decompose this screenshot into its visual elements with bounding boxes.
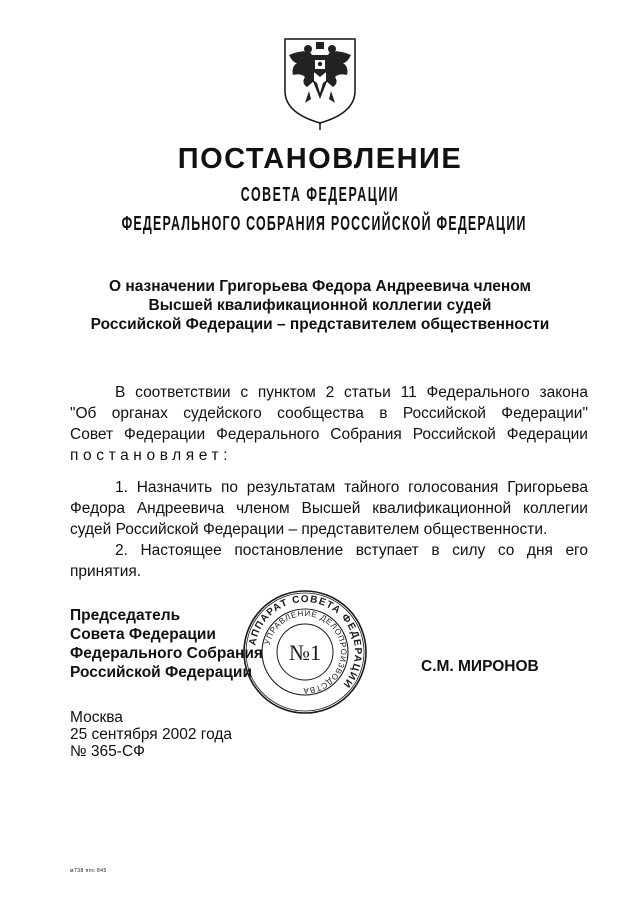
decree-word: постановляет: — [70, 447, 233, 464]
word: Назначить — [136, 479, 213, 496]
subject-line: Российской Федерации – представителем общественности — [90, 316, 550, 333]
word: коллегии — [523, 500, 588, 517]
word: 1. — [115, 479, 128, 496]
word: Андреевича — [136, 500, 225, 517]
signer-name: С.М. МИРОНОВ — [421, 658, 539, 675]
body-line — [70, 424, 588, 445]
signer-title-line: Председатель — [70, 607, 181, 624]
word: голосования — [408, 479, 499, 496]
word: Федерации — [124, 426, 206, 443]
issuing-body-line: СОВЕТА ФЕДЕРАЦИИ — [240, 184, 400, 206]
document-body — [70, 382, 588, 582]
word: тайного — [344, 479, 400, 496]
word: Григорьева — [507, 479, 588, 496]
word: пунктом — [257, 384, 316, 401]
item-1-line — [70, 498, 588, 519]
word: "Об — [70, 405, 97, 422]
body-line — [70, 382, 588, 403]
word: в — [431, 542, 440, 559]
subject-line: О назначении Григорьева Федора Андреевича членом — [109, 278, 531, 295]
issue-city: Москва — [70, 709, 123, 726]
print-code: м738 ппс 845 — [70, 868, 107, 874]
official-seal — [240, 587, 370, 717]
coat-of-arms-icon — [279, 33, 361, 131]
word: по — [220, 479, 238, 496]
word: Российской — [402, 405, 486, 422]
signer-title — [70, 606, 263, 682]
word: Высшей — [301, 500, 361, 517]
seal-number: №1 — [289, 640, 321, 665]
word: силу — [452, 542, 486, 559]
word: Федерации — [506, 426, 588, 443]
word: Федора — [70, 500, 125, 517]
seal-inner-text: УПРАВЛЕНИЕ ДЕЛОПРОИЗВОДСТВА — [262, 608, 349, 696]
subject-line: Высшей квалификационной коллегии судей — [148, 297, 492, 314]
word: членом — [236, 500, 290, 517]
word: постановление — [234, 542, 344, 559]
word: в — [379, 405, 388, 422]
issue-date: 25 сентября 2002 года — [70, 726, 233, 743]
word: результатам — [246, 479, 336, 496]
word: закона — [539, 384, 588, 401]
word: со — [497, 542, 515, 559]
word: 2. — [115, 542, 128, 559]
body-line — [70, 403, 588, 424]
item-1-last-line: судей Российской Федерации – представителем общественности. — [70, 521, 548, 538]
signer-title-line: Федерального Собрания — [70, 645, 263, 662]
word: соответствии — [135, 384, 231, 401]
word: В — [115, 384, 126, 401]
issuing-body-full-line: ФЕДЕРАЛЬНОГО СОБРАНИЯ РОССИЙСКОЙ ФЕДЕРАЦИИ — [121, 213, 527, 235]
item-2-last-line: принятия. — [70, 563, 142, 580]
word: 2 — [325, 384, 335, 401]
signer-title-line: Российской Федерации — [70, 664, 252, 681]
word: Собрания — [330, 426, 402, 443]
word: дня — [526, 542, 553, 559]
word: судейского — [183, 405, 262, 422]
word: Настоящее — [140, 542, 222, 559]
word: органах — [111, 405, 168, 422]
document-subject — [0, 277, 640, 334]
word: 11 — [400, 384, 417, 401]
word: вступает — [355, 542, 419, 559]
item-2-line — [70, 540, 588, 561]
seal-outer-text: АППАРАТ СОВЕТА ФЕДЕРАЦИИ — [247, 593, 364, 691]
issue-details — [70, 709, 232, 760]
word: его — [565, 542, 588, 559]
signer-title-line: Совета Федерации — [70, 626, 216, 643]
word: Федерального — [216, 426, 320, 443]
item-1-line — [70, 477, 588, 498]
word: Федерации" — [501, 405, 588, 422]
word: с — [240, 384, 249, 401]
document-title: ПОСТАНОВЛЕНИЕ — [177, 143, 463, 175]
word: квалификационной — [372, 500, 512, 517]
word: Федерального — [426, 384, 530, 401]
document-number: № 365-СФ — [70, 743, 145, 760]
word: Российской — [412, 426, 496, 443]
word: Совет — [70, 426, 114, 443]
word: сообщества — [277, 405, 364, 422]
word: статьи — [344, 384, 391, 401]
